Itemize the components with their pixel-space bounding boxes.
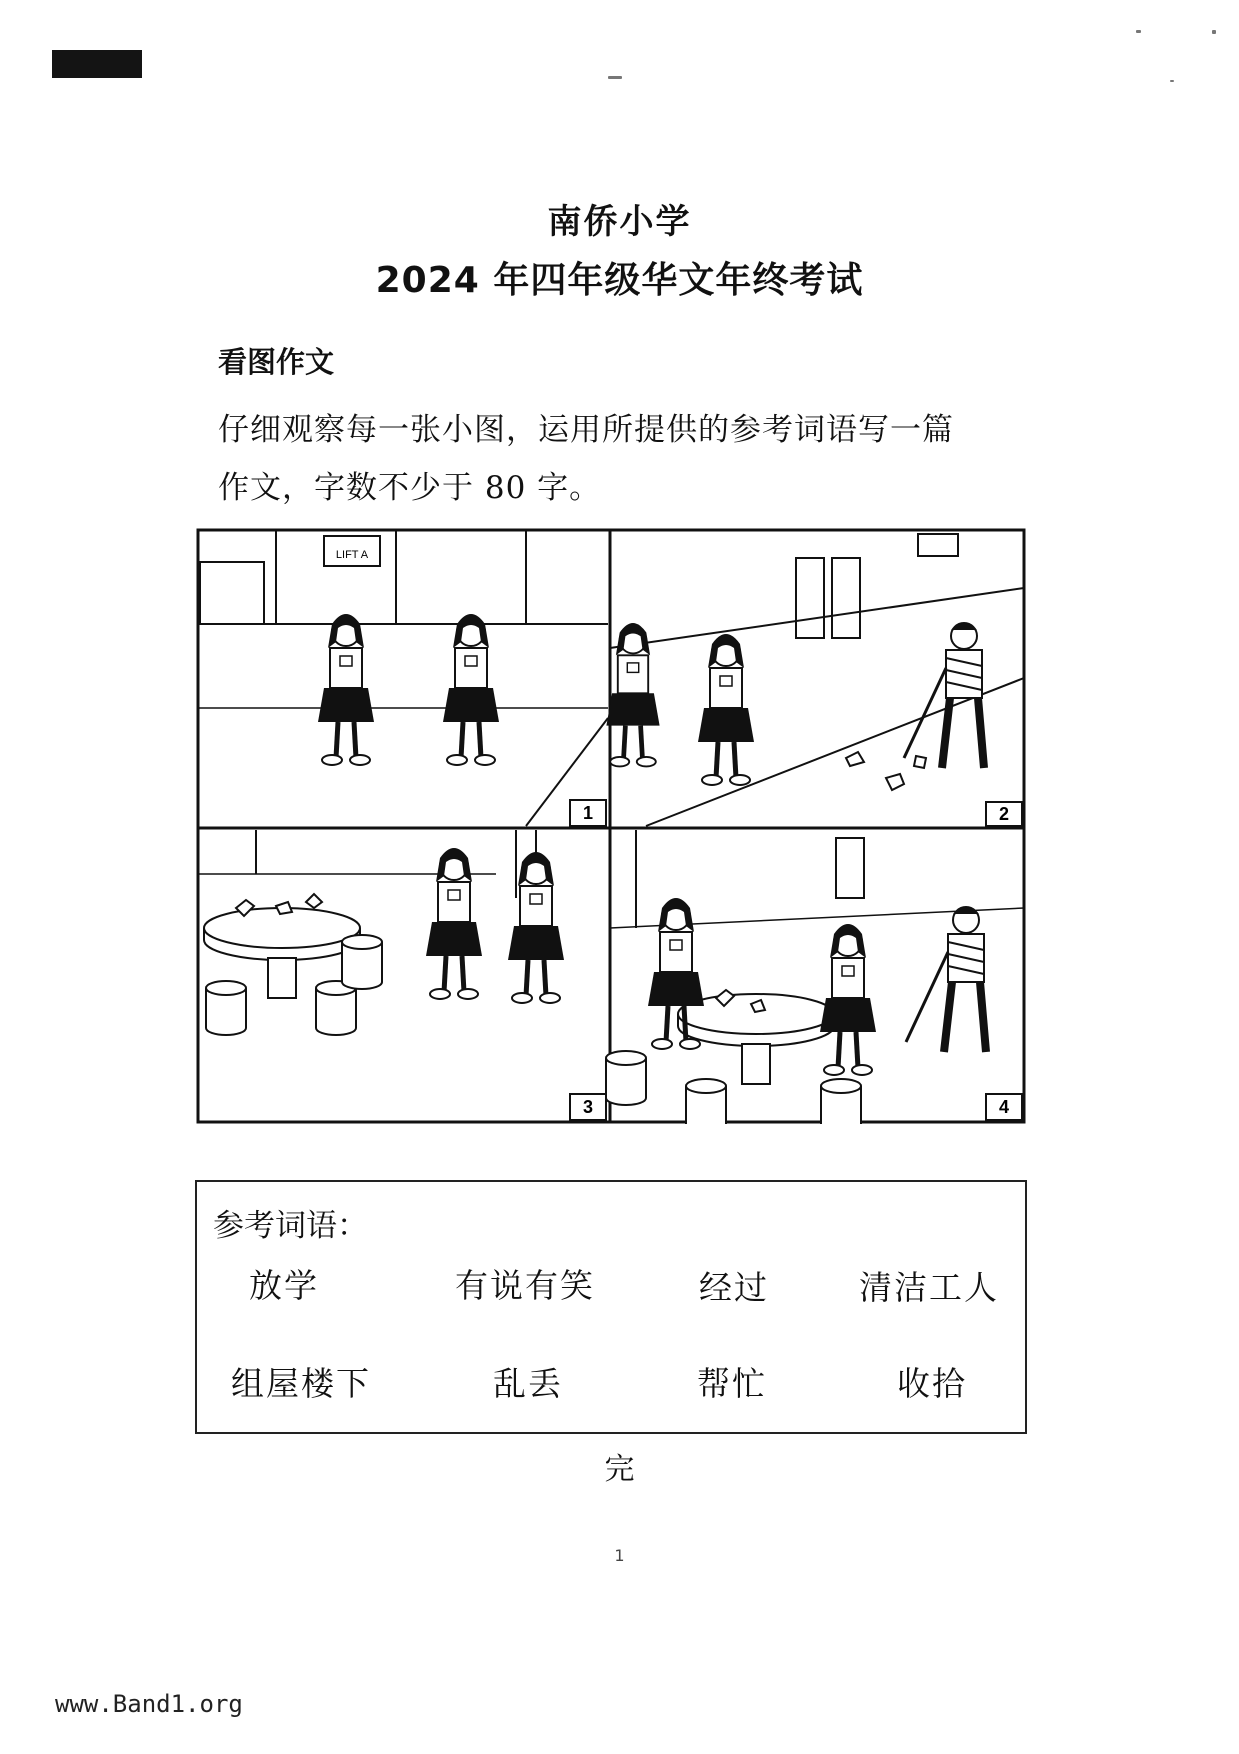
svg-text:1: 1 [582, 803, 594, 823]
panel-number-3 [570, 1094, 606, 1120]
svg-text:LIFT A: LIFT A [335, 549, 369, 561]
end-mark: 完 [604, 1452, 635, 1487]
reference-word: 帮忙 [697, 1364, 767, 1403]
scan-speck [1170, 80, 1174, 82]
instruction-line-1: 仔细观察每一张小图，运用所提供的参考词语写一篇 [218, 412, 954, 448]
scan-speck [608, 76, 622, 79]
svg-text:2: 2 [998, 804, 1010, 824]
panel-number-1 [570, 800, 606, 826]
reference-word: 有说有笑 [455, 1266, 595, 1305]
svg-text:4: 4 [998, 1097, 1010, 1117]
svg-text:3: 3 [582, 1097, 594, 1117]
exam-title: 2024 年四年级华文年终考试 [375, 260, 864, 301]
reference-word: 组屋楼下 [231, 1364, 371, 1403]
section-heading: 看图作文 [218, 345, 335, 379]
reference-word: 放学 [249, 1266, 319, 1305]
panel-number-2 [986, 802, 1022, 826]
redaction-bar [52, 50, 142, 78]
scan-speck [1136, 30, 1141, 33]
instruction-line-2: 作文，字数不少于 80 字。 [218, 470, 602, 506]
footer-watermark: www.Band1.org [55, 1690, 243, 1718]
reference-words-box [195, 1180, 1027, 1434]
reference-word: 清洁工人 [859, 1268, 999, 1307]
panel-number-4 [986, 1094, 1022, 1120]
reference-word: 经过 [699, 1268, 769, 1307]
scan-speck [1212, 30, 1216, 34]
picture-panels [196, 528, 1026, 1124]
reference-word: 收拾 [897, 1364, 967, 1403]
school-name: 南侨小学 [547, 202, 692, 242]
lift-sign [336, 549, 369, 561]
reference-words-label: 参考词语： [213, 1208, 368, 1244]
reference-word: 乱丢 [493, 1364, 563, 1403]
page-number: 1 [614, 1546, 625, 1565]
